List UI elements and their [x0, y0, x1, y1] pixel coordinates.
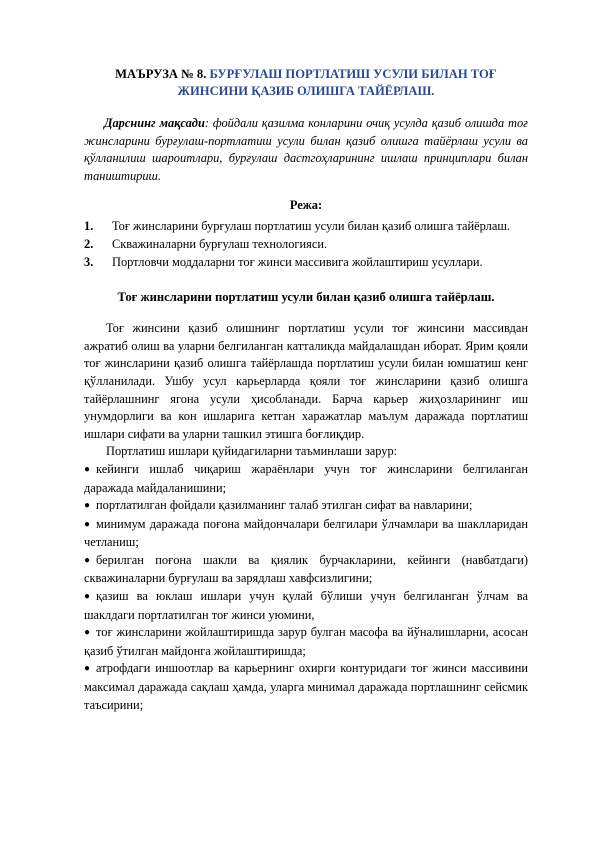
lecture-topic: БУРҒУЛАШ ПОРТЛАТИШ УСУЛИ БИЛАН ТОҒ ЖИНСИНИ ҚАЗИБ ОЛИШГА ТАЙЁРЛАШ. [177, 67, 497, 98]
plan-item-number: 3. [84, 254, 94, 269]
plan-heading: Режа: [289, 198, 323, 213]
plan-item [84, 218, 528, 236]
body-paragraph: Тоғ жинсини қазиб олишнинг портлатиш усули тоғ жинсини массивдан ажратиб олиш ва уларни белгиланган катталикда майдалашдан иборат. Ярим қояли тоғ жинсларини қазиб олишга тайёрлашда портлатиш усули билан юмшатиш кенг қўлланилади. Ушбу усул карьерларда қояли тоғ жинсларини қазиб олишга тайёрлашнинг ягона усули ҳисобланади. Барча карьер жиҳозларининг иш унумдорлиги ва кон ишларига кетган харажатлар маълум даражада портлатиш ишлари сифати ва уларни ташкил этишга боғлиқдир. [84, 321, 528, 441]
lecture-number: МАЪРУЗА № 8. [115, 67, 207, 81]
section-heading: Тоғ жинсларини портлатиш усули билан қазиб олишга тайёрлаш. [117, 290, 495, 305]
list-item: ● кейинги ишлаб чиқариш жараёнлари учун тоғ жинсларини белгиланган даражада майдаланишини; [84, 461, 528, 495]
bullet-icon: ● [84, 518, 91, 530]
plan-item-text: Тоғ жинсларини бурғулаш портлатиш усули билан қазиб олишга тайёрлаш. [112, 219, 510, 234]
plan-item [84, 236, 528, 254]
objective-label: Дарснинг мақсади [104, 116, 205, 130]
requirements-intro: Портлатиш ишлари қуйидагиларни таъминлаши зарур: [106, 444, 398, 459]
bullet-icon: ● [84, 554, 91, 566]
lecture-title [84, 66, 528, 100]
lesson-objective [84, 115, 528, 185]
plan-list [84, 218, 528, 271]
bullet-icon: ● [84, 663, 91, 675]
list-item: ● минимум даражада поғона майдончалари белгилари ўлчамлари ва шаклларидан четланиш; [84, 516, 528, 550]
plan-item-number: 2. [84, 236, 94, 251]
list-item: ● берилган поғона шакли ва қиялик бурчакларини, кейинги (навбатдаги) скважиналарни бурғулаш ва зарядлаш хавфсизлигини; [84, 552, 528, 586]
list-item: ● атрофдаги иншоотлар ва карьернинг охирги контуридаги тоғ жинси массивини максимал даражада сақлаш ҳамда, уларга минимал даражада портлашнинг сейсмик таъсирини; [84, 661, 528, 712]
list-item: ● тоғ жинсларини жойлаштиришда зарур булган масофа ва йўналишларни, асосан қазиб ўтилган майдонга жойлаштиришда; [84, 625, 528, 658]
list-item: ● портлатилган фойдали қазилманинг талаб этилган сифат ва навларини; [84, 497, 528, 516]
plan-item-number: 1. [84, 219, 94, 234]
document-page [84, 66, 528, 714]
bullet-icon: ● [84, 463, 91, 475]
list-item: ● қазиш ва юклаш ишлари учун қулай бўлиши учун белгиланган ўлчам ва шаклдаги портлатилган тоғ жинси уюмини, [84, 589, 528, 622]
plan-item-text: Скважиналарни бурғулаш технологияси. [112, 236, 328, 251]
bullet-icon: ● [84, 627, 91, 639]
plan-item-text: Портловчи моддаларни тоғ жинси массивига жойлаштириш усуллари. [112, 254, 483, 269]
objective-text: : фойдали қазилма конларини очиқ усулда қазиб олишда тоғ жинсларини бурғулаш-портлатиш усули билан қазиб олишга тайёрлаш усули ва қўлланилиш шароитлари, бурғулаш дастгоҳларининг ишлаш принциплари билан таништириш. [84, 116, 529, 183]
plan-item [84, 254, 528, 272]
requirements-list [84, 461, 528, 714]
bullet-icon: ● [84, 591, 91, 603]
bullet-icon: ● [84, 500, 91, 512]
